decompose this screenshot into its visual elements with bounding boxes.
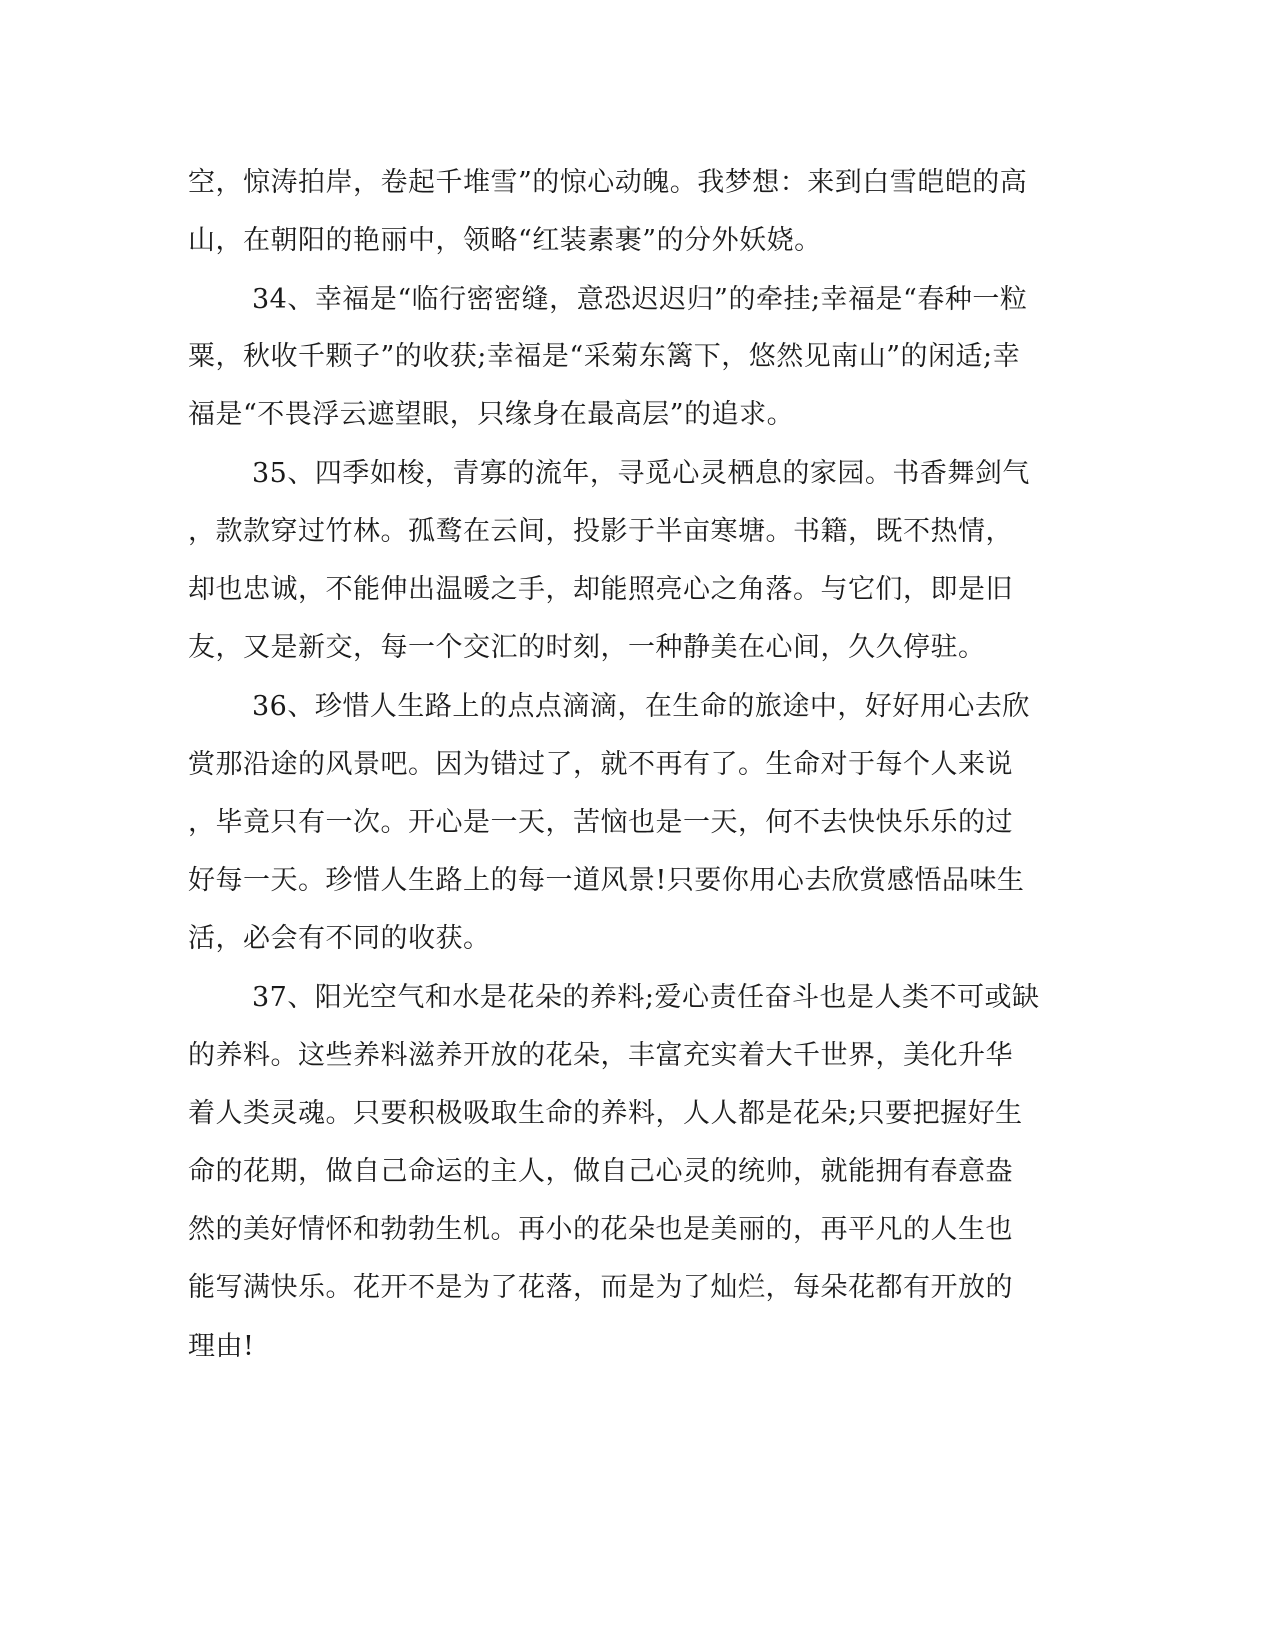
paragraph-line: 34、幸福是“临行密密缝，意恐迟迟归”的牵挂;幸福是“春种一粒 <box>252 284 1028 315</box>
paragraph-line: ，款款穿过竹林。孤鹜在云间，投影于半亩寒塘。书籍，既不热情， <box>188 516 1013 547</box>
paragraph-line: 山，在朝阳的艳丽中，领略“红装素裹”的分外妖娆。 <box>188 225 822 256</box>
paragraph-line: ，毕竟只有一次。开心是一天，苦恼也是一天，何不去快快乐乐的过 <box>188 807 1013 838</box>
paragraph-line: 理由! <box>188 1331 255 1362</box>
paragraph-line: 好每一天。珍惜人生路上的每一道风景!只要你用心去欣赏感悟品味生 <box>188 865 1025 896</box>
paragraph-line: 37、阳光空气和水是花朵的养料;爱心责任奋斗也是人类不可或缺 <box>252 982 1040 1013</box>
paragraph-line: 命的花期，做自己命运的主人，做自己心灵的统帅，就能拥有春意盎 <box>188 1156 1013 1187</box>
paragraph-line: 粟，秋收千颗子”的收获;幸福是“采菊东篱下，悠然见南山”的闲适;幸 <box>188 341 1021 372</box>
paragraph-line: 赏那沿途的风景吧。因为错过了，就不再有了。生命对于每个人来说 <box>188 749 1013 780</box>
paragraph-line: 却也忠诚，不能伸出温暖之手，却能照亮心之角落。与它们，即是旧 <box>188 574 1013 605</box>
paragraph-line: 空，惊涛拍岸，卷起千堆雪”的惊心动魄。我梦想：来到白雪皑皑的高 <box>188 167 1028 198</box>
paragraph-line: 35、四季如梭，青寡的流年，寻觅心灵栖息的家园。书香舞剑气 <box>252 458 1030 489</box>
paragraph-line: 活，必会有不同的收获。 <box>188 923 491 954</box>
paragraph-line: 然的美好情怀和勃勃生机。再小的花朵也是美丽的，再平凡的人生也 <box>188 1214 1013 1245</box>
paragraph-line: 36、珍惜人生路上的点点滴滴，在生命的旅途中，好好用心去欣 <box>252 691 1030 722</box>
paragraph-line: 的养料。这些养料滋养开放的花朵，丰富充实着大千世界，美化升华 <box>188 1040 1013 1071</box>
paragraph-line: 福是“不畏浮云遮望眼，只缘身在最高层”的追求。 <box>188 399 795 430</box>
paragraph-line: 着人类灵魂。只要积极吸取生命的养料，人人都是花朵;只要把握好生 <box>188 1098 1023 1129</box>
paragraph-line: 能写满快乐。花开不是为了花落，而是为了灿烂，每朵花都有开放的 <box>188 1272 1013 1303</box>
paragraph-line: 友，又是新交，每一个交汇的时刻，一种静美在心间，久久停驻。 <box>188 632 986 663</box>
